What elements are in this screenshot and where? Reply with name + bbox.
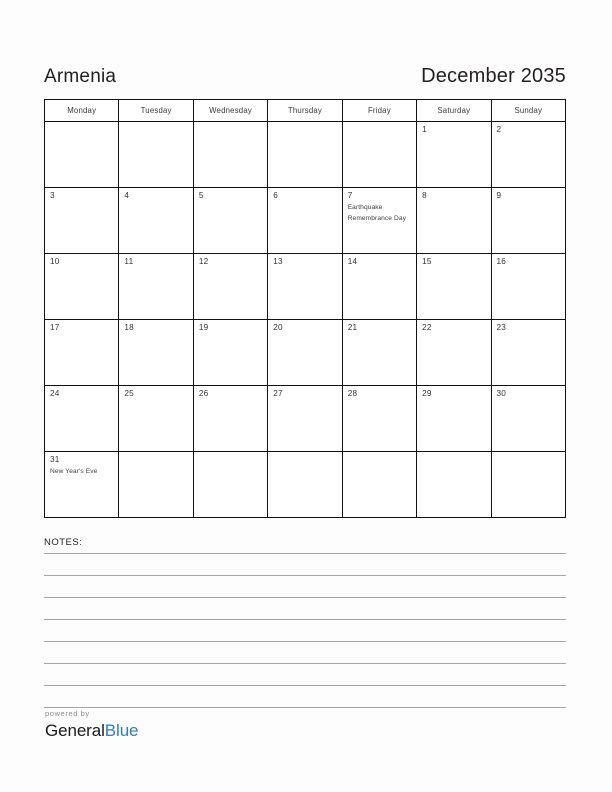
weekday-header-wednesday: Wednesday [193,100,267,122]
note-line[interactable] [44,663,566,664]
calendar-empty-cell [268,122,342,188]
calendar-week-row [45,320,566,386]
calendar-empty-cell [491,452,565,518]
note-line[interactable] [44,641,566,642]
calendar-day-cell[interactable] [417,122,491,188]
day-number: 16 [496,257,507,266]
weekday-header-sunday: Sunday [491,100,565,122]
weekday-header-tuesday: Tuesday [119,100,193,122]
calendar-day-cell[interactable] [45,386,119,452]
calendar-day-cell[interactable] [119,254,193,320]
calendar-week-row [45,254,566,320]
calendar-day-cell[interactable] [193,188,267,254]
day-number: 29 [422,389,432,398]
calendar-grid [44,99,566,518]
country-title: Armenia [44,66,117,87]
day-number: 1 [422,125,427,134]
calendar-day-cell[interactable] [491,320,565,386]
calendar-day-cell[interactable] [491,122,565,188]
day-number: 14 [347,257,358,266]
day-number: 31 [50,455,60,464]
day-number: 24 [50,389,60,398]
calendar-empty-cell [119,452,193,518]
notes-label: NOTES: [44,537,83,548]
day-number: 7 [347,191,353,200]
calendar-body [45,122,566,518]
day-number: 26 [198,389,209,398]
note-line[interactable] [44,707,566,708]
calendar-day-cell[interactable] [193,386,267,452]
powered-by-label: powered by [45,709,90,718]
day-number: 12 [198,257,209,266]
holiday-label: New Year's Eve [50,468,98,476]
day-number: 3 [50,191,55,200]
day-number: 4 [124,191,130,200]
calendar-day-cell[interactable] [119,386,193,452]
day-number: 27 [273,389,283,398]
calendar-week-row [45,188,566,254]
calendar-empty-cell [342,122,416,188]
calendar-day-cell[interactable] [417,254,491,320]
day-number: 6 [273,191,279,200]
note-line[interactable] [44,575,566,576]
weekday-header-friday: Friday [342,100,416,122]
calendar-day-cell[interactable] [268,386,342,452]
day-number: 13 [273,257,283,266]
brand-name-general: General [45,720,105,740]
calendar-week-row [45,452,566,518]
calendar-day-cell[interactable] [45,254,119,320]
calendar-empty-cell [45,122,119,188]
calendar-day-cell[interactable] [268,254,342,320]
day-number: 25 [124,389,134,398]
calendar-day-cell[interactable] [491,386,565,452]
day-number: 28 [347,389,358,398]
day-number: 20 [273,323,283,332]
day-number: 9 [496,191,502,200]
weekday-header-saturday: Saturday [417,100,491,122]
day-number: 2 [496,125,502,134]
notes-lines[interactable] [44,553,566,708]
calendar-day-cell[interactable] [268,188,342,254]
page-header [44,52,566,86]
day-number: 5 [198,191,204,200]
calendar-week-row [45,122,566,188]
brand-logo [45,721,138,740]
calendar-day-cell[interactable] [417,386,491,452]
brand-name-blue: Blue [104,720,139,740]
calendar-day-cell[interactable] [342,254,416,320]
month-year-title: December 2035 [421,65,566,87]
calendar-empty-cell [193,122,267,188]
day-number: 19 [198,323,209,332]
weekday-header-monday: Monday [45,100,119,122]
calendar-day-cell[interactable] [342,386,416,452]
holiday-label: Earthquake Remembrance Day [347,204,406,222]
notes-section [44,538,566,708]
calendar-day-cell[interactable] [45,188,119,254]
day-number: 17 [50,323,60,332]
calendar-week-row [45,386,566,452]
calendar-empty-cell [119,122,193,188]
calendar-day-cell[interactable] [45,452,119,518]
day-number: 30 [496,389,507,398]
note-line[interactable] [44,597,566,598]
calendar-empty-cell [193,452,267,518]
day-number: 15 [422,257,432,266]
day-number: 21 [347,323,358,332]
calendar-empty-cell [268,452,342,518]
day-number: 10 [50,257,60,266]
note-line[interactable] [44,553,566,554]
calendar-empty-cell [342,452,416,518]
calendar-day-cell[interactable] [342,320,416,386]
calendar-day-cell[interactable] [491,188,565,254]
day-number: 22 [422,323,432,332]
calendar-day-cell[interactable] [417,188,491,254]
day-number: 18 [124,323,134,332]
note-line[interactable] [44,685,566,686]
day-number: 23 [496,323,507,332]
calendar-day-cell[interactable] [193,254,267,320]
calendar-day-cell[interactable] [342,188,416,254]
footer-branding [45,710,305,741]
calendar-day-cell[interactable] [491,254,565,320]
weekday-header-thursday: Thursday [268,100,342,122]
calendar-day-cell[interactable] [417,320,491,386]
weekday-header-row [45,100,566,122]
note-line[interactable] [44,619,566,620]
day-number: 11 [124,257,134,266]
calendar-day-cell[interactable] [193,320,267,386]
calendar-day-cell[interactable] [268,320,342,386]
calendar-empty-cell [417,452,491,518]
calendar-day-cell[interactable] [45,320,119,386]
calendar-day-cell[interactable] [119,320,193,386]
calendar-day-cell[interactable] [119,188,193,254]
day-number: 8 [422,191,427,200]
